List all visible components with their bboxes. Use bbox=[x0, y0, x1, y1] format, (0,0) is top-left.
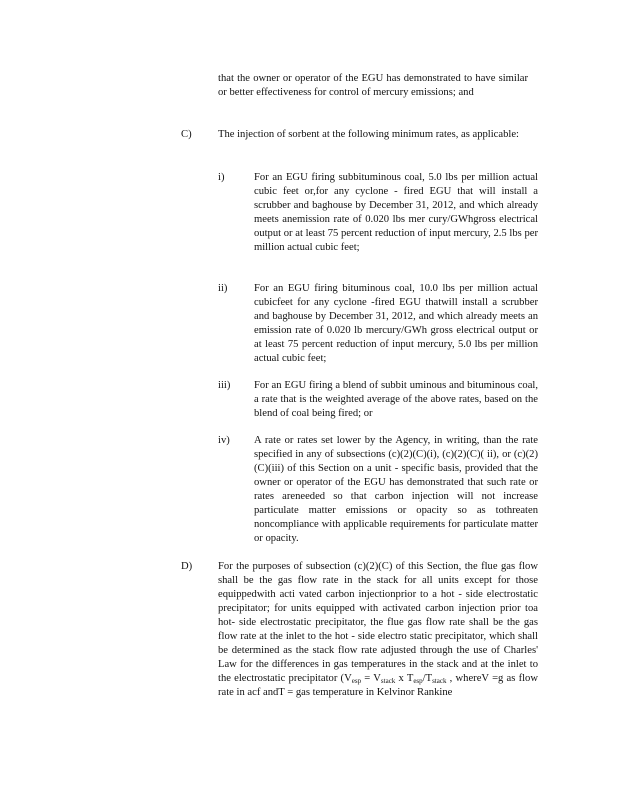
subscript-esp-2: esp bbox=[413, 677, 423, 685]
equation-equals: = V bbox=[361, 673, 381, 684]
subscript-esp: esp bbox=[351, 677, 362, 685]
subitem-ii-text: For an EGU firing bituminous coal, 10.0 lbs per million actual cubicfeet for any cyclone -fired EGU thatwill install a scrubber and baghouse by December 31, 2012, and which already meets an emission rate of 0.020 lb mercury/GWh gross electrical output or at least 75 percent reduction of input mercury, 5.0 lbs per million actual cubic feet; bbox=[254, 283, 538, 364]
item-c-label: C) bbox=[181, 129, 192, 140]
equation-divide: /T bbox=[422, 673, 433, 684]
item-d-label: D) bbox=[181, 561, 193, 572]
subitem-iv-text: A rate or rates set lower by the Agency, in writing, than the rate specified in any of subsections (c)(2)(C)(i), (c)(2)(C)( ii), or (c)(2)(C)(iii) of this Section on a unit - specific basis, provided that the owner or operator of the EGU has demonstrated that such rate or rates areneeded so that carbon injection will not increase particulate matter emissions or opacity so as tothreaten noncompliance with applicable requirements for particulate matter or opacity. bbox=[254, 435, 538, 544]
subitem-i-label: i) bbox=[218, 172, 225, 183]
subitem-iv-label: iv) bbox=[218, 435, 230, 446]
subscript-stack: stack bbox=[380, 677, 396, 685]
item-d-text-before: For the purposes of subsection (c)(2)(C) of this Section, the flue gas flow shall be the gas flow rate in the stack for all units except for those equippedwith acti vated carbon injectionprior to a hot - side electrostatic precipitator; for units equipped with activated carbon injection prior toa hot- side electrostatic precipitator, the flue gas flow rate shall be the gas flow rate at the inlet to the hot - side electro static precipitator, which shall be determined as the stack flow rate adjusted through the use of Charles' Law for the differences in gas temperatures in the stack and at the inlet to the electrostatic precipitator (V bbox=[218, 561, 538, 684]
subitem-iii-label: iii) bbox=[218, 380, 231, 391]
subitem-iii-text: For an EGU firing a blend of subbit uminous and bituminous coal, a rate that is the weighted average of the above rates, based on the blend of coal being fired; or bbox=[254, 380, 538, 419]
item-d-text-after: , whereV =g as flow rate in acf andT = gas temperature in Kelvinor Rankine bbox=[218, 673, 538, 698]
intro-paragraph: that the owner or operator of the EGU has demonstrated to have similar or better effectiveness for control of mercury emissions; and bbox=[218, 73, 528, 98]
item-c-text: The injection of sorbent at the following minimum rates, as applicable: bbox=[218, 129, 519, 140]
equation-times: x T bbox=[395, 673, 414, 684]
subitem-i-text: For an EGU firing subbituminous coal, 5.0 lbs per million actual cubic feet or,for any cyclone - fired EGU that will install a scrubber and baghouse by December 31, 2012, and which already meets anemission rate of 0.020 lbs mer cury/GWhgross electrical output or at least 75 percent reduction of input mercury, 2.5 lbs per million actual cubic feet; bbox=[254, 172, 538, 253]
subscript-stack-2: stack bbox=[432, 677, 447, 685]
subitem-ii-label: ii) bbox=[218, 283, 228, 294]
item-d-text bbox=[218, 560, 538, 700]
